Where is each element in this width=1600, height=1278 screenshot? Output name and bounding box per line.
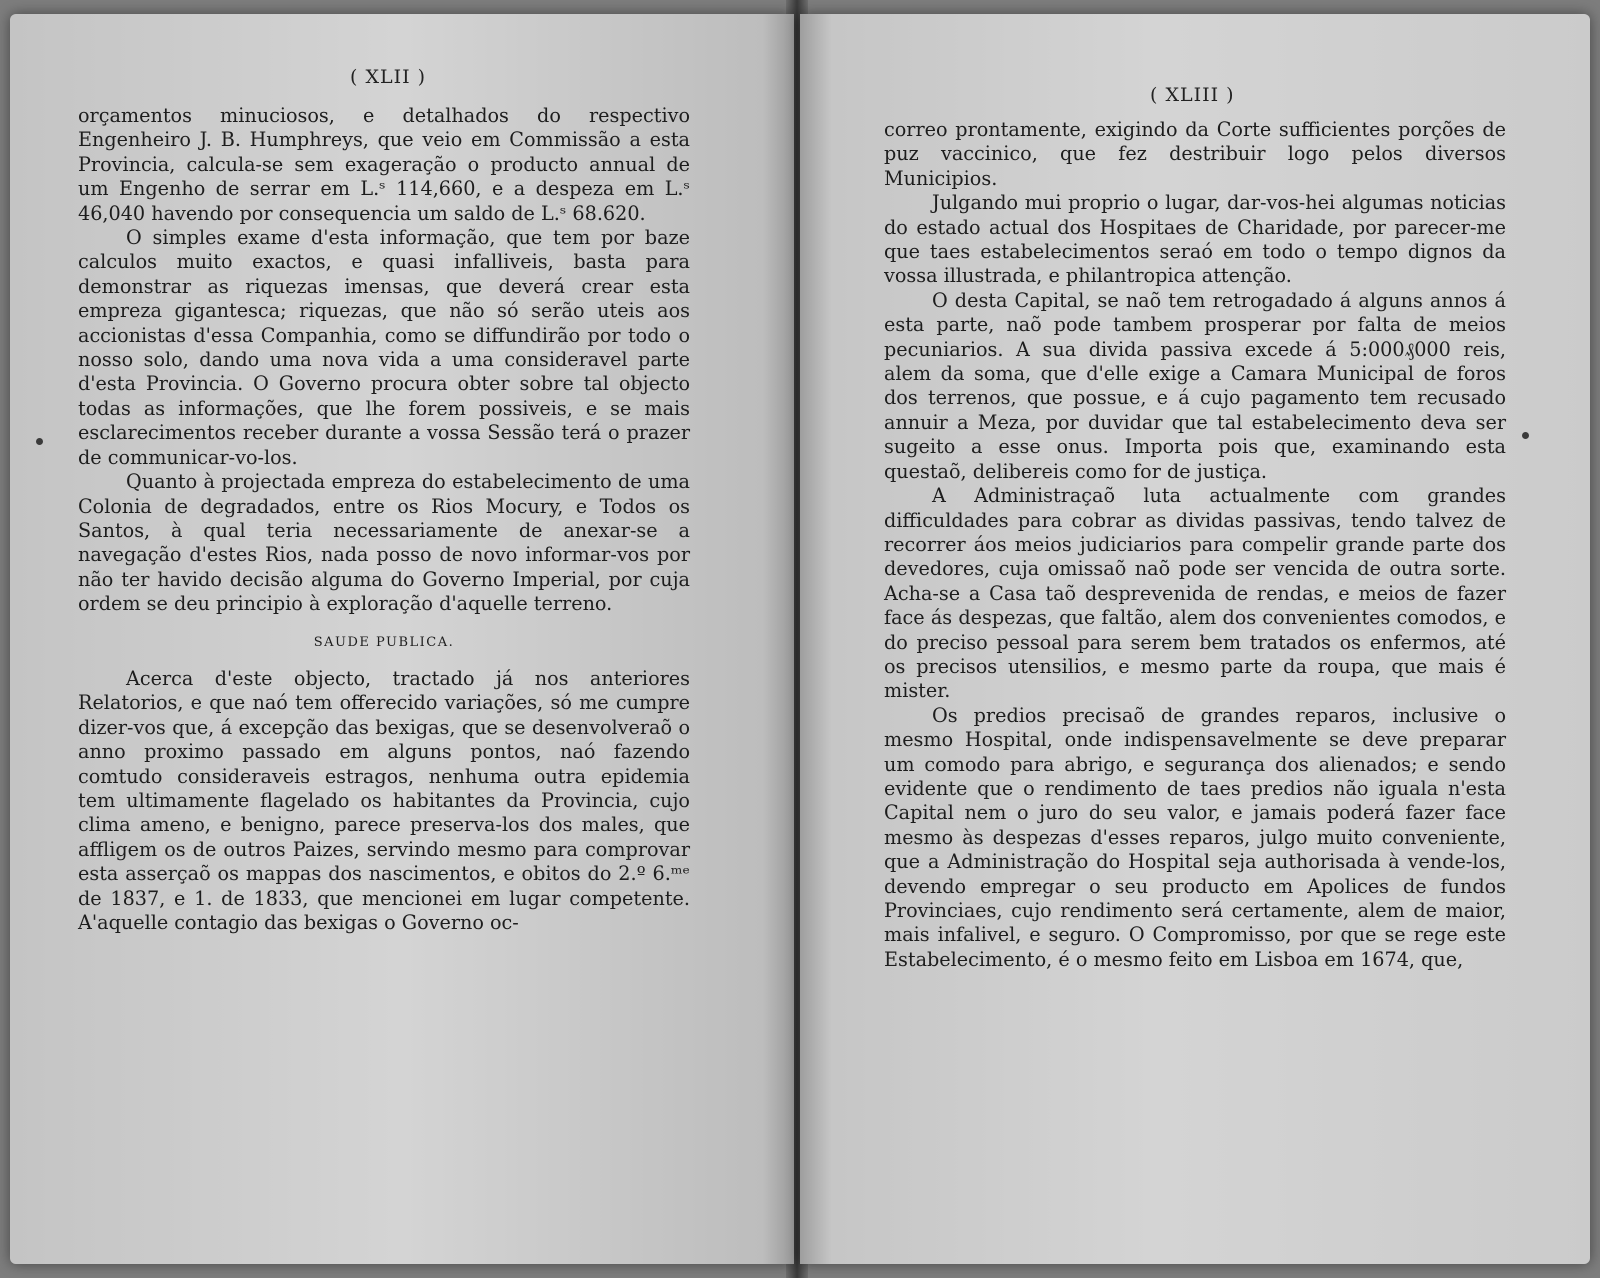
right-page-number: ( XLIII ): [1150, 84, 1235, 106]
left-page-text: [78, 104, 690, 935]
paragraph: Os predios precisaõ de grandes reparos, inclusive o mesmo Hospital, onde indispensavelmente se deve preparar um comodo para abrigo, e segurança dos alienados; e sendo evidente que o rendimento de taes predios não iguala n'esta Capital nem o juro do seu valor, e jamais poderá fazer face mesmo às despezas d'esses reparos, julgo muito conveniente, que a Administração do Hospital seja authorisada à vende-los, devendo empregar o seu producto em Apolices de fundos Provinciaes, cujo rendimento será certamente, alem de maior, mais infalivel, e seguro. O Compromisso, por que se rege este Estabelecimento, é o mesmo feito em Lisboa em 1674, que,: [884, 703, 1506, 971]
left-page: [10, 14, 794, 1264]
paragraph: A Administraçaõ luta actualmente com grandes difficuldades para cobrar as dividas passivas, tendo talvez de recorrer áos meios judiciarios para compelir grande parte dos devedores, cuja omissaõ naõ pode ser vencida de outra sorte. Acha-se a Casa taõ desprevenida de rendas, e meios de fazer face ás despezas, que faltão, alem dos convenientes comodos, e do preciso pessoal para serem bem tratados os enfermos, até os precisos utensilios, e mesmo parte da roupa, que mais é mister.: [884, 484, 1506, 703]
punch-hole-mark: [1522, 432, 1529, 439]
paragraph: O desta Capital, se naõ tem retrogadado á alguns annos á esta parte, naõ pode tambem prosperar por falta de meios pecuniarios. A sua divida passiva excede á 5:000₰000 reis, alem da soma, que d'elle exige a Camara Municipal de foros dos terrenos, que possue, e á cujo pagamento tem recusado annuir a Meza, por duvidar que tal estabelecimento deva ser sugeito a esse onus. Importa pois que, examinando esta questaõ, delibereis como for de justiça.: [884, 288, 1506, 483]
paragraph: Quanto à projectada empreza do estabelecimento de uma Colonia de degradados, entre os Rios Mocury, e Todos os Santos, à qual teria necessariamente de anexar-se a navegação d'estes Rios, nada posso de novo informar-vos por não ter havido decisão alguma do Governo Imperial, por cuja ordem se deu principio à exploração d'aquelle terreno.: [78, 470, 690, 616]
paragraph: correo prontamente, exigindo da Corte sufficientes porções de puz vaccinico, que fez destribuir logo pelos diversos Municipios.: [884, 118, 1506, 190]
paragraph: orçamentos minuciosos, e detalhados do respectivo Engenheiro J. B. Humphreys, que veio em Commissão a esta Provincia, calcula-se sem exageração o producto annual de um Engenho de serrar em L.ˢ 114,660, e a despeza em L.ˢ 46,040 havendo por consequencia um saldo de L.ˢ 68.620.: [78, 104, 690, 225]
right-page: [800, 14, 1590, 1264]
right-page-text: [884, 118, 1506, 972]
left-page-number: ( XLII ): [350, 66, 427, 88]
paragraph: Acerca d'este objecto, tractado já nos anteriores Relatorios, e que naó tem offerecido variações, só me cumpre dizer-vos que, á excepção das bexigas, que se desenvolveraõ o anno proximo passado em alguns pontos, naó fazendo comtudo consideraveis estragos, nenhuma outra epidemia tem ultimamente flagelado os habitantes da Provincia, cujo clima ameno, e benigno, parece preserva-los dos males, que affligem os de outros Paizes, servindo mesmo para comprovar esta asserçaõ os mappas dos nascimentos, e obitos do 2.º 6.ᵐᵉ de 1837, e 1. de 1833, que mencionei em lugar competente. A'aquelle contagio das bexigas o Governo oc-: [78, 666, 690, 934]
punch-hole-mark: [36, 438, 43, 445]
paragraph: Julgando mui proprio o lugar, dar-vos-hei algumas noticias do estado actual dos Hospitaes de Charidade, por parecer-me que taes estabelecimentos seraó em todo o tempo dignos da vossa illustrada, e philantropica attenção.: [884, 191, 1506, 288]
paragraph: O simples exame d'esta informação, que tem por baze calculos muito exactos, e quasi infalliveis, basta para demonstrar as riquezas imensas, que deverá crear esta empreza gigantesca; riquezas, que não só serão uteis aos accionistas d'essa Companhia, como se diffundirão por todo o nosso solo, dando uma nova vida a uma consideravel parte d'esta Provincia. O Governo procura obter sobre tal objecto todas as informações, que lhe forem possiveis, e se mais esclarecimentos receber durante a vossa Sessão terá o prazer de communicar-vo-los.: [78, 226, 690, 469]
section-heading: SAUDE PUBLICA.: [313, 634, 455, 650]
